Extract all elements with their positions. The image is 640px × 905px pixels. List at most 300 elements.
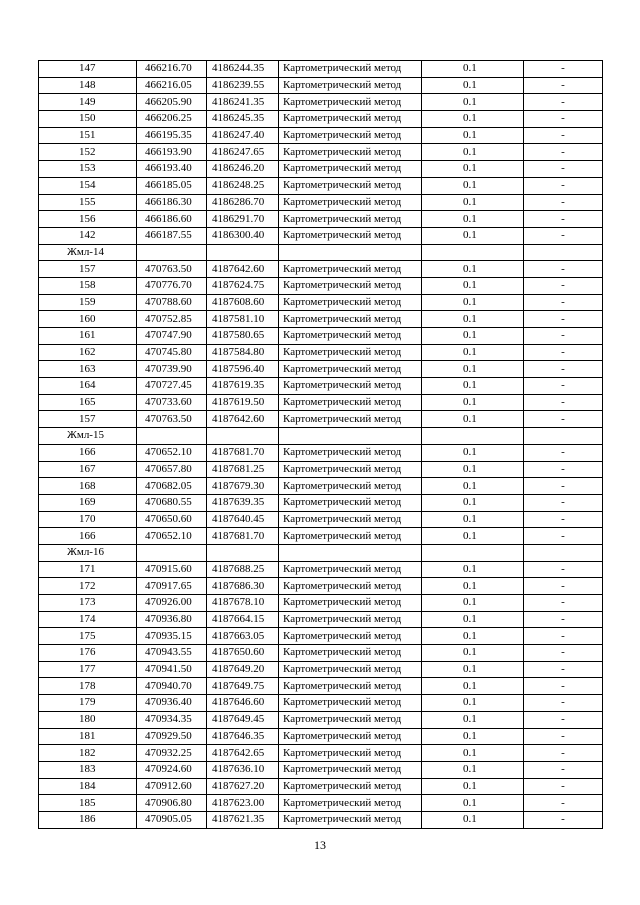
x-coordinate-cell: 470915.60 <box>137 561 207 578</box>
x-coordinate-cell: 470763.50 <box>137 411 207 428</box>
x-coordinate-cell: 470747.90 <box>137 328 207 345</box>
method-cell: Картометрический метод <box>279 645 422 662</box>
table-row <box>39 311 603 328</box>
y-coordinate-cell: 4187679.30 <box>207 478 279 495</box>
method-cell: Картометрический метод <box>279 294 422 311</box>
x-coordinate-cell: 470682.05 <box>137 478 207 495</box>
y-coordinate-cell: 4186239.55 <box>207 77 279 94</box>
accuracy-cell: 0.1 <box>422 578 524 595</box>
method-cell: Картометрический метод <box>279 144 422 161</box>
x-coordinate-cell: 470936.80 <box>137 611 207 628</box>
note-cell: - <box>524 211 603 228</box>
x-coordinate-cell: 470745.80 <box>137 344 207 361</box>
point-number-cell: 186 <box>39 811 137 828</box>
accuracy-cell: 0.1 <box>422 311 524 328</box>
note-cell: - <box>524 61 603 78</box>
point-number-cell: 158 <box>39 277 137 294</box>
y-coordinate-cell: 4187623.00 <box>207 795 279 812</box>
table-row <box>39 461 603 478</box>
x-coordinate-cell: 470652.10 <box>137 444 207 461</box>
note-cell: - <box>524 328 603 345</box>
x-coordinate-cell: 470912.60 <box>137 778 207 795</box>
point-number-cell: 173 <box>39 595 137 612</box>
point-number-cell: 170 <box>39 511 137 528</box>
note-cell: - <box>524 494 603 511</box>
empty-cell <box>137 244 207 261</box>
accuracy-cell: 0.1 <box>422 211 524 228</box>
method-cell: Картометрический метод <box>279 478 422 495</box>
method-cell: Картометрический метод <box>279 578 422 595</box>
accuracy-cell: 0.1 <box>422 361 524 378</box>
table-row <box>39 194 603 211</box>
method-cell: Картометрический метод <box>279 227 422 244</box>
table-row <box>39 294 603 311</box>
method-cell: Картометрический метод <box>279 77 422 94</box>
y-coordinate-cell: 4187681.70 <box>207 528 279 545</box>
y-coordinate-cell: 4187681.70 <box>207 444 279 461</box>
point-number-cell: 166 <box>39 444 137 461</box>
y-coordinate-cell: 4187642.60 <box>207 411 279 428</box>
empty-cell <box>422 244 524 261</box>
point-number-cell: 154 <box>39 177 137 194</box>
note-cell: - <box>524 661 603 678</box>
method-cell: Картометрический метод <box>279 795 422 812</box>
y-coordinate-cell: 4187596.40 <box>207 361 279 378</box>
accuracy-cell: 0.1 <box>422 294 524 311</box>
x-coordinate-cell: 466187.55 <box>137 227 207 244</box>
group-label-cell: Жмл-16 <box>39 544 137 561</box>
accuracy-cell: 0.1 <box>422 711 524 728</box>
y-coordinate-cell: 4187642.65 <box>207 745 279 762</box>
x-coordinate-cell: 470932.25 <box>137 745 207 762</box>
accuracy-cell: 0.1 <box>422 194 524 211</box>
note-cell: - <box>524 344 603 361</box>
table-row <box>39 695 603 712</box>
point-number-cell: 174 <box>39 611 137 628</box>
point-number-cell: 157 <box>39 261 137 278</box>
y-coordinate-cell: 4187646.35 <box>207 728 279 745</box>
empty-cell <box>207 428 279 445</box>
table-row <box>39 227 603 244</box>
x-coordinate-cell: 466193.90 <box>137 144 207 161</box>
x-coordinate-cell: 466216.70 <box>137 61 207 78</box>
point-number-cell: 162 <box>39 344 137 361</box>
y-coordinate-cell: 4187580.65 <box>207 328 279 345</box>
note-cell: - <box>524 227 603 244</box>
point-number-cell: 183 <box>39 761 137 778</box>
table-row <box>39 211 603 228</box>
table-row <box>39 277 603 294</box>
x-coordinate-cell: 466186.60 <box>137 211 207 228</box>
note-cell: - <box>524 127 603 144</box>
y-coordinate-cell: 4186286.70 <box>207 194 279 211</box>
x-coordinate-cell: 466216.05 <box>137 77 207 94</box>
accuracy-cell: 0.1 <box>422 511 524 528</box>
accuracy-cell: 0.1 <box>422 745 524 762</box>
empty-cell <box>524 428 603 445</box>
note-cell: - <box>524 261 603 278</box>
accuracy-cell: 0.1 <box>422 227 524 244</box>
table-row <box>39 61 603 78</box>
empty-cell <box>279 244 422 261</box>
x-coordinate-cell: 470752.85 <box>137 311 207 328</box>
method-cell: Картометрический метод <box>279 61 422 78</box>
method-cell: Картометрический метод <box>279 494 422 511</box>
method-cell: Картометрический метод <box>279 328 422 345</box>
accuracy-cell: 0.1 <box>422 611 524 628</box>
y-coordinate-cell: 4187642.60 <box>207 261 279 278</box>
note-cell: - <box>524 711 603 728</box>
table-row <box>39 361 603 378</box>
note-cell: - <box>524 578 603 595</box>
accuracy-cell: 0.1 <box>422 261 524 278</box>
table-row <box>39 378 603 395</box>
table-row <box>39 561 603 578</box>
y-coordinate-cell: 4187581.10 <box>207 311 279 328</box>
x-coordinate-cell: 470905.05 <box>137 811 207 828</box>
table-row <box>39 261 603 278</box>
x-coordinate-cell: 470924.60 <box>137 761 207 778</box>
x-coordinate-cell: 470788.60 <box>137 294 207 311</box>
method-cell: Картометрический метод <box>279 761 422 778</box>
x-coordinate-cell: 470934.35 <box>137 711 207 728</box>
accuracy-cell: 0.1 <box>422 661 524 678</box>
note-cell: - <box>524 444 603 461</box>
table-row <box>39 444 603 461</box>
group-label-cell: Жмл-15 <box>39 428 137 445</box>
table-row <box>39 611 603 628</box>
page-number: 13 <box>314 838 326 852</box>
table-row <box>39 678 603 695</box>
note-cell: - <box>524 761 603 778</box>
point-number-cell: 177 <box>39 661 137 678</box>
table-row <box>39 795 603 812</box>
y-coordinate-cell: 4187627.20 <box>207 778 279 795</box>
point-number-cell: 179 <box>39 695 137 712</box>
accuracy-cell: 0.1 <box>422 561 524 578</box>
table-row <box>39 328 603 345</box>
method-cell: Картометрический метод <box>279 194 422 211</box>
table-row <box>39 94 603 111</box>
point-number-cell: 153 <box>39 161 137 178</box>
method-cell: Картометрический метод <box>279 411 422 428</box>
accuracy-cell: 0.1 <box>422 795 524 812</box>
x-coordinate-cell: 470650.60 <box>137 511 207 528</box>
accuracy-cell: 0.1 <box>422 444 524 461</box>
y-coordinate-cell: 4186244.35 <box>207 61 279 78</box>
note-cell: - <box>524 561 603 578</box>
y-coordinate-cell: 4187650.60 <box>207 645 279 662</box>
point-number-cell: 148 <box>39 77 137 94</box>
x-coordinate-cell: 470941.50 <box>137 661 207 678</box>
method-cell: Картометрический метод <box>279 661 422 678</box>
x-coordinate-cell: 470940.70 <box>137 678 207 695</box>
note-cell: - <box>524 511 603 528</box>
empty-cell <box>422 428 524 445</box>
y-coordinate-cell: 4187640.45 <box>207 511 279 528</box>
empty-cell <box>422 544 524 561</box>
note-cell: - <box>524 378 603 395</box>
y-coordinate-cell: 4187649.75 <box>207 678 279 695</box>
table-row <box>39 778 603 795</box>
accuracy-cell: 0.1 <box>422 411 524 428</box>
note-cell: - <box>524 611 603 628</box>
y-coordinate-cell: 4186247.65 <box>207 144 279 161</box>
accuracy-cell: 0.1 <box>422 528 524 545</box>
point-number-cell: 159 <box>39 294 137 311</box>
table-row <box>39 628 603 645</box>
note-cell: - <box>524 678 603 695</box>
accuracy-cell: 0.1 <box>422 645 524 662</box>
method-cell: Картометрический метод <box>279 444 422 461</box>
accuracy-cell: 0.1 <box>422 678 524 695</box>
y-coordinate-cell: 4187636.10 <box>207 761 279 778</box>
method-cell: Картометрический метод <box>279 628 422 645</box>
table-row <box>39 661 603 678</box>
x-coordinate-cell: 470917.65 <box>137 578 207 595</box>
table-row <box>39 478 603 495</box>
x-coordinate-cell: 466185.05 <box>137 177 207 194</box>
note-cell: - <box>524 144 603 161</box>
y-coordinate-cell: 4186245.35 <box>207 111 279 128</box>
x-coordinate-cell: 470943.55 <box>137 645 207 662</box>
empty-cell <box>137 544 207 561</box>
method-cell: Картометрический метод <box>279 344 422 361</box>
point-number-cell: 160 <box>39 311 137 328</box>
table-row <box>39 528 603 545</box>
x-coordinate-cell: 470929.50 <box>137 728 207 745</box>
coordinates-table <box>38 60 603 829</box>
point-number-cell: 149 <box>39 94 137 111</box>
point-number-cell: 163 <box>39 361 137 378</box>
method-cell: Картометрический метод <box>279 94 422 111</box>
note-cell: - <box>524 361 603 378</box>
table-row <box>39 811 603 828</box>
table-row <box>39 77 603 94</box>
point-number-cell: 176 <box>39 645 137 662</box>
y-coordinate-cell: 4186300.40 <box>207 227 279 244</box>
x-coordinate-cell: 466206.25 <box>137 111 207 128</box>
point-number-cell: 155 <box>39 194 137 211</box>
point-number-cell: 172 <box>39 578 137 595</box>
accuracy-cell: 0.1 <box>422 478 524 495</box>
empty-cell <box>524 244 603 261</box>
accuracy-cell: 0.1 <box>422 778 524 795</box>
x-coordinate-cell: 470733.60 <box>137 394 207 411</box>
x-coordinate-cell: 466205.90 <box>137 94 207 111</box>
method-cell: Картометрический метод <box>279 161 422 178</box>
note-cell: - <box>524 161 603 178</box>
method-cell: Картометрический метод <box>279 378 422 395</box>
empty-cell <box>137 428 207 445</box>
table-row <box>39 511 603 528</box>
point-number-cell: 164 <box>39 378 137 395</box>
y-coordinate-cell: 4187624.75 <box>207 277 279 294</box>
table-row <box>39 161 603 178</box>
y-coordinate-cell: 4186291.70 <box>207 211 279 228</box>
table-row <box>39 761 603 778</box>
note-cell: - <box>524 411 603 428</box>
y-coordinate-cell: 4187619.35 <box>207 378 279 395</box>
accuracy-cell: 0.1 <box>422 177 524 194</box>
y-coordinate-cell: 4187646.60 <box>207 695 279 712</box>
note-cell: - <box>524 728 603 745</box>
note-cell: - <box>524 811 603 828</box>
group-header-row <box>39 244 603 261</box>
accuracy-cell: 0.1 <box>422 761 524 778</box>
point-number-cell: 180 <box>39 711 137 728</box>
y-coordinate-cell: 4187608.60 <box>207 294 279 311</box>
accuracy-cell: 0.1 <box>422 61 524 78</box>
note-cell: - <box>524 478 603 495</box>
y-coordinate-cell: 4186241.35 <box>207 94 279 111</box>
point-number-cell: 142 <box>39 227 137 244</box>
table-row <box>39 411 603 428</box>
table-row <box>39 177 603 194</box>
point-number-cell: 151 <box>39 127 137 144</box>
x-coordinate-cell: 470680.55 <box>137 494 207 511</box>
method-cell: Картометрический метод <box>279 277 422 294</box>
y-coordinate-cell: 4186247.40 <box>207 127 279 144</box>
y-coordinate-cell: 4187649.45 <box>207 711 279 728</box>
method-cell: Картометрический метод <box>279 111 422 128</box>
y-coordinate-cell: 4187663.05 <box>207 628 279 645</box>
accuracy-cell: 0.1 <box>422 127 524 144</box>
accuracy-cell: 0.1 <box>422 494 524 511</box>
note-cell: - <box>524 311 603 328</box>
accuracy-cell: 0.1 <box>422 344 524 361</box>
y-coordinate-cell: 4187686.30 <box>207 578 279 595</box>
table-row <box>39 127 603 144</box>
method-cell: Картометрический метод <box>279 695 422 712</box>
y-coordinate-cell: 4186246.20 <box>207 161 279 178</box>
note-cell: - <box>524 294 603 311</box>
method-cell: Картометрический метод <box>279 361 422 378</box>
accuracy-cell: 0.1 <box>422 94 524 111</box>
method-cell: Картометрический метод <box>279 711 422 728</box>
method-cell: Картометрический метод <box>279 561 422 578</box>
method-cell: Картометрический метод <box>279 811 422 828</box>
method-cell: Картометрический метод <box>279 778 422 795</box>
note-cell: - <box>524 778 603 795</box>
table-row <box>39 745 603 762</box>
table-row <box>39 344 603 361</box>
point-number-cell: 161 <box>39 328 137 345</box>
accuracy-cell: 0.1 <box>422 161 524 178</box>
method-cell: Картометрический метод <box>279 678 422 695</box>
y-coordinate-cell: 4187621.35 <box>207 811 279 828</box>
accuracy-cell: 0.1 <box>422 728 524 745</box>
note-cell: - <box>524 394 603 411</box>
note-cell: - <box>524 77 603 94</box>
accuracy-cell: 0.1 <box>422 77 524 94</box>
note-cell: - <box>524 194 603 211</box>
method-cell: Картометрический метод <box>279 511 422 528</box>
note-cell: - <box>524 795 603 812</box>
x-coordinate-cell: 470652.10 <box>137 528 207 545</box>
x-coordinate-cell: 466193.40 <box>137 161 207 178</box>
point-number-cell: 181 <box>39 728 137 745</box>
point-number-cell: 156 <box>39 211 137 228</box>
method-cell: Картометрический метод <box>279 728 422 745</box>
method-cell: Картометрический метод <box>279 611 422 628</box>
y-coordinate-cell: 4187649.20 <box>207 661 279 678</box>
table-row <box>39 394 603 411</box>
x-coordinate-cell: 466195.35 <box>137 127 207 144</box>
point-number-cell: 166 <box>39 528 137 545</box>
empty-cell <box>279 544 422 561</box>
table-row <box>39 595 603 612</box>
coordinates-table-body <box>39 61 603 829</box>
accuracy-cell: 0.1 <box>422 378 524 395</box>
point-number-cell: 147 <box>39 61 137 78</box>
x-coordinate-cell: 470926.00 <box>137 595 207 612</box>
empty-cell <box>279 428 422 445</box>
point-number-cell: 165 <box>39 394 137 411</box>
note-cell: - <box>524 695 603 712</box>
accuracy-cell: 0.1 <box>422 811 524 828</box>
method-cell: Картометрический метод <box>279 211 422 228</box>
method-cell: Картометрический метод <box>279 311 422 328</box>
point-number-cell: 178 <box>39 678 137 695</box>
accuracy-cell: 0.1 <box>422 144 524 161</box>
x-coordinate-cell: 470776.70 <box>137 277 207 294</box>
note-cell: - <box>524 745 603 762</box>
y-coordinate-cell: 4187688.25 <box>207 561 279 578</box>
point-number-cell: 157 <box>39 411 137 428</box>
accuracy-cell: 0.1 <box>422 695 524 712</box>
x-coordinate-cell: 470727.45 <box>137 378 207 395</box>
y-coordinate-cell: 4187584.80 <box>207 344 279 361</box>
accuracy-cell: 0.1 <box>422 328 524 345</box>
x-coordinate-cell: 470935.15 <box>137 628 207 645</box>
empty-cell <box>524 544 603 561</box>
x-coordinate-cell: 470763.50 <box>137 261 207 278</box>
table-row <box>39 494 603 511</box>
accuracy-cell: 0.1 <box>422 595 524 612</box>
method-cell: Картометрический метод <box>279 528 422 545</box>
method-cell: Картометрический метод <box>279 127 422 144</box>
point-number-cell: 182 <box>39 745 137 762</box>
method-cell: Картометрический метод <box>279 461 422 478</box>
note-cell: - <box>524 111 603 128</box>
x-coordinate-cell: 470936.40 <box>137 695 207 712</box>
accuracy-cell: 0.1 <box>422 277 524 294</box>
note-cell: - <box>524 177 603 194</box>
accuracy-cell: 0.1 <box>422 461 524 478</box>
table-row <box>39 711 603 728</box>
point-number-cell: 185 <box>39 795 137 812</box>
method-cell: Картометрический метод <box>279 394 422 411</box>
x-coordinate-cell: 470906.80 <box>137 795 207 812</box>
table-row <box>39 728 603 745</box>
empty-cell <box>207 544 279 561</box>
point-number-cell: 168 <box>39 478 137 495</box>
group-header-row <box>39 428 603 445</box>
method-cell: Картометрический метод <box>279 261 422 278</box>
y-coordinate-cell: 4187619.50 <box>207 394 279 411</box>
accuracy-cell: 0.1 <box>422 111 524 128</box>
note-cell: - <box>524 645 603 662</box>
empty-cell <box>207 244 279 261</box>
table-row <box>39 111 603 128</box>
table-row <box>39 578 603 595</box>
x-coordinate-cell: 466186.30 <box>137 194 207 211</box>
accuracy-cell: 0.1 <box>422 628 524 645</box>
y-coordinate-cell: 4187681.25 <box>207 461 279 478</box>
note-cell: - <box>524 94 603 111</box>
note-cell: - <box>524 595 603 612</box>
